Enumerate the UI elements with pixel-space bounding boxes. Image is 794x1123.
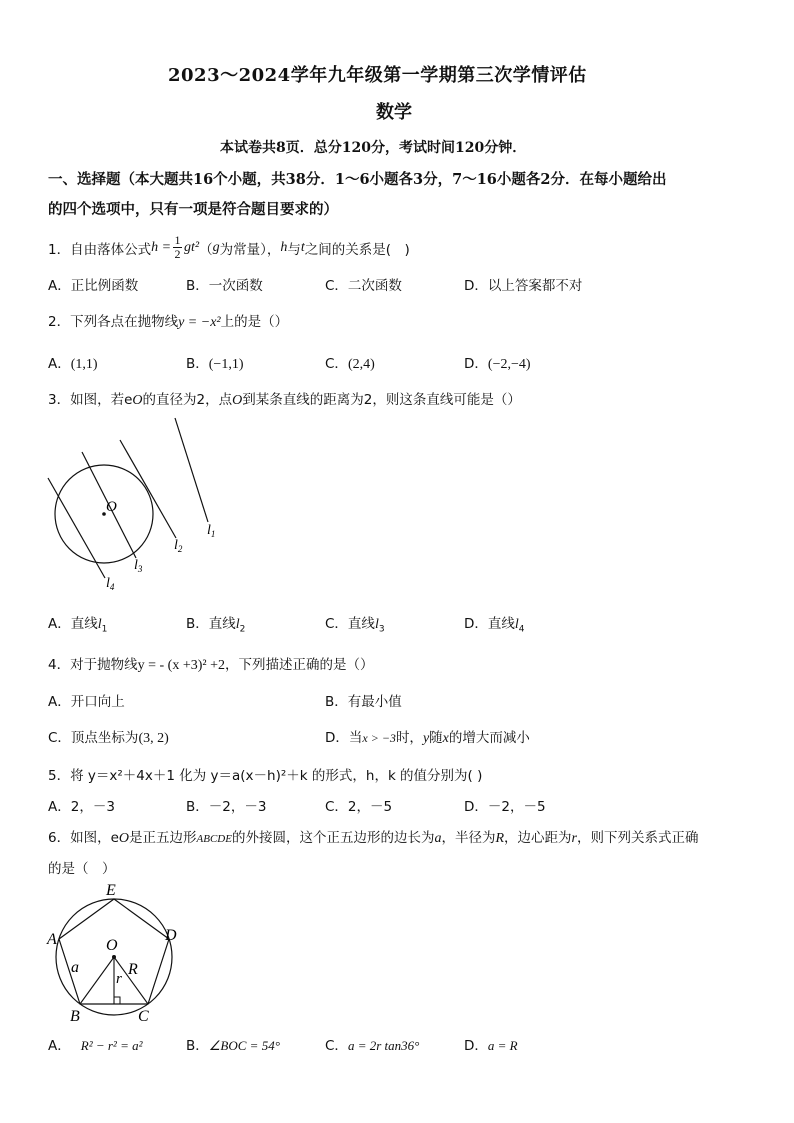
q6-label-e: E [106, 882, 116, 899]
q3-option-a [48, 612, 107, 635]
q4-option-d-post: 的增大而减小 [448, 730, 530, 746]
circle-symbol: e [124, 392, 133, 408]
q2-option-d-label: D． [464, 356, 488, 372]
q4-option-c-value: (3, 2) [138, 731, 169, 746]
q4-option-b: B．有最小值 [325, 694, 402, 710]
q6-circle-symbol: e [110, 830, 119, 846]
q6-a: a [434, 831, 442, 846]
subject-title: 数学 [376, 102, 412, 123]
q1-prefix: 1．自由落体公式 [48, 241, 152, 258]
q1-t: t [300, 239, 305, 255]
q5-option-a: A．2，－3 [48, 799, 115, 815]
q6-option-b [186, 1034, 280, 1054]
q1-mid2: 为常量）， [219, 241, 281, 258]
q3-option-c-l: l [374, 617, 379, 632]
q5-option-d: D．－2，－5 [464, 799, 546, 815]
q4-option-c-text: C．顶点坐标为 [48, 730, 139, 746]
q1-option-c: C．二次函数 [325, 278, 402, 294]
q1-formula-h: h = [151, 239, 172, 255]
q3-option-a-label: A．直线 [48, 616, 98, 632]
question-1 [48, 234, 410, 261]
q5-option-b: B．－2，－3 [186, 799, 267, 815]
q3-option-d [464, 612, 525, 635]
q6-option-d [464, 1034, 518, 1054]
q6-option-a-expr: R² − r² = a² [80, 1038, 143, 1053]
q4-option-d-y: y [422, 731, 430, 746]
q6-label-side-a: a [71, 959, 79, 976]
q1-post: 之间的关系是( ) [304, 241, 410, 258]
q3-prefix: 3．如图，若 [48, 392, 125, 408]
q3-option-b-sub: 2 [239, 624, 246, 635]
q1-frac-num: 1 [174, 233, 181, 247]
q3-label-l4: $l_4$ [106, 576, 115, 592]
question-4 [48, 653, 373, 674]
q3-option-b [186, 612, 245, 635]
q3-option-c [325, 612, 385, 635]
q3-post: 到某条直线的距离为2，则这条直线可能是（） [242, 392, 521, 408]
q4-option-c [48, 726, 169, 747]
q6-option-c-label: C． [325, 1038, 348, 1054]
q6-figure [44, 882, 194, 1024]
q6-option-a-label: A． [48, 1038, 71, 1054]
q6-option-b-expr: ∠BOC = 54° [208, 1038, 280, 1053]
q2-option-a [48, 352, 98, 373]
q6-label-r-big: R [128, 961, 138, 978]
q1-g: g [212, 239, 220, 255]
q6-label-c: C [138, 1008, 149, 1024]
question-6-line2: 的是（ ） [48, 861, 116, 877]
q3-option-a-sub: 1 [101, 624, 108, 635]
q6-abcde: ABCDE [196, 833, 232, 845]
q6-label-o: O [106, 937, 118, 954]
q1-formula-rest: gt² [184, 239, 200, 255]
q6-label-r-small: r [116, 971, 122, 987]
q3-o: O [132, 393, 143, 408]
q3-line-l2 [120, 440, 176, 538]
section-heading-line2: 的四个选项中，只有一项是符合题目要求的） [48, 201, 338, 218]
q3-option-b-l: l [235, 617, 240, 632]
q6-mid4: ，边心距为 [504, 830, 572, 846]
q6-prefix: 6．如图， [48, 830, 111, 846]
q4-option-d-mid2: 随 [429, 730, 443, 746]
q2-option-c-point: (2,4) [347, 357, 375, 372]
q6-option-b-label: B． [186, 1038, 209, 1054]
q1-fraction [173, 234, 182, 261]
q4-option-d-x: x [442, 731, 449, 746]
q2-formula: y = −x² [178, 315, 221, 330]
q6-mid2: 的外接圆，这个正五边形的边长为 [231, 830, 435, 846]
q3-label-l1: $l_1$ [207, 523, 216, 539]
q3-option-d-sub: 4 [518, 624, 525, 635]
q3-line-l1 [175, 418, 208, 522]
q3-label-l3: $l_3$ [134, 558, 143, 574]
q6-option-d-label: D． [464, 1038, 488, 1054]
q3-option-d-l: l [514, 617, 519, 632]
section-heading-line1: 一、选择题（本大题共16个小题，共38分．1～6小题各3分，7～16小题各2分．在每小题给出 [48, 171, 667, 188]
q3-label-l2: $l_2$ [174, 538, 183, 554]
q3-option-c-label: C．直线 [325, 616, 375, 632]
q1-option-a: A．正比例函数 [48, 278, 139, 294]
q3-o2: O [232, 393, 243, 408]
q6-label-a: A [47, 931, 57, 948]
q1-frac-den: 2 [174, 247, 181, 261]
exam-info: 本试卷共8页．总分120分，考试时间120分钟． [220, 140, 527, 156]
q3-option-d-label: D．直线 [464, 616, 515, 632]
q4-option-a: A．开口向上 [48, 694, 125, 710]
q2-option-b-label: B． [186, 356, 209, 372]
q2-option-a-label: A． [48, 356, 71, 372]
q6-center-point [112, 955, 116, 959]
q6-radius-ob [80, 957, 114, 1004]
q3-option-b-label: B．直线 [186, 616, 236, 632]
q2-option-c-label: C． [325, 356, 348, 372]
q2-option-a-point: (1,1) [70, 357, 98, 372]
q4-formula: y = - (x +3)² +2 [137, 658, 225, 673]
q2-option-c [325, 352, 375, 373]
q6-o: O [118, 831, 130, 846]
q4-prefix: 4．对于抛物线 [48, 657, 138, 673]
q2-option-b [186, 352, 244, 373]
q6-right-angle-mark [114, 997, 120, 1004]
q6-option-c-expr: a = 2r tan36° [347, 1038, 420, 1053]
q2-option-d-point: (−2,−4) [487, 357, 531, 372]
q5-option-c: C．2，－5 [325, 799, 393, 815]
q4-option-d [325, 726, 530, 747]
exam-title: 2023～2024学年九年级第一学期第三次学情评估 [168, 65, 587, 86]
q6-label-d: D [165, 927, 177, 944]
q2-option-d [464, 352, 531, 373]
q1-option-b: B．一次函数 [186, 278, 263, 294]
question-2 [48, 310, 288, 331]
q6-option-a [48, 1034, 143, 1054]
q6-label-b: B [70, 1008, 80, 1024]
q3-figure [40, 412, 240, 597]
q3-option-a-l: l [97, 617, 102, 632]
question-3 [48, 388, 521, 409]
q6-r-lower: r [571, 831, 577, 846]
q3-label-o: O [106, 499, 117, 515]
q6-mid: 是正五边形 [129, 830, 197, 846]
q1-mid3: 与 [287, 241, 301, 258]
q1-h: h [280, 239, 288, 255]
q4-option-d-mid: 时， [395, 730, 423, 746]
q1-mid: （ [199, 241, 213, 258]
q4-option-d-pre: D．当 [325, 730, 363, 746]
q1-option-d: D．以上答案都不对 [464, 278, 583, 294]
q4-option-d-cond: x > −3 [362, 731, 396, 745]
q3-option-c-sub: 3 [378, 624, 385, 635]
question-5: 5．将 y＝x²＋4x＋1 化为 y＝a(x－h)²＋k 的形式，h，k 的值分别为( ) [48, 768, 483, 784]
q6-option-d-expr: a = R [487, 1038, 518, 1053]
question-6-line1 [48, 826, 699, 847]
q6-post: ，则下列关系式正确 [577, 830, 699, 846]
q4-post: ，下列描述正确的是（） [224, 657, 374, 673]
q6-option-c [325, 1034, 419, 1054]
q2-option-b-point: (−1,1) [208, 357, 244, 372]
q3-mid: 的直径为2，点 [142, 392, 233, 408]
q6-mid3: ，半径为 [441, 830, 496, 846]
q2-prefix: 2．下列各点在抛物线 [48, 314, 179, 330]
q2-post: 上的是（） [220, 314, 289, 330]
q6-r-upper: R [495, 831, 505, 846]
